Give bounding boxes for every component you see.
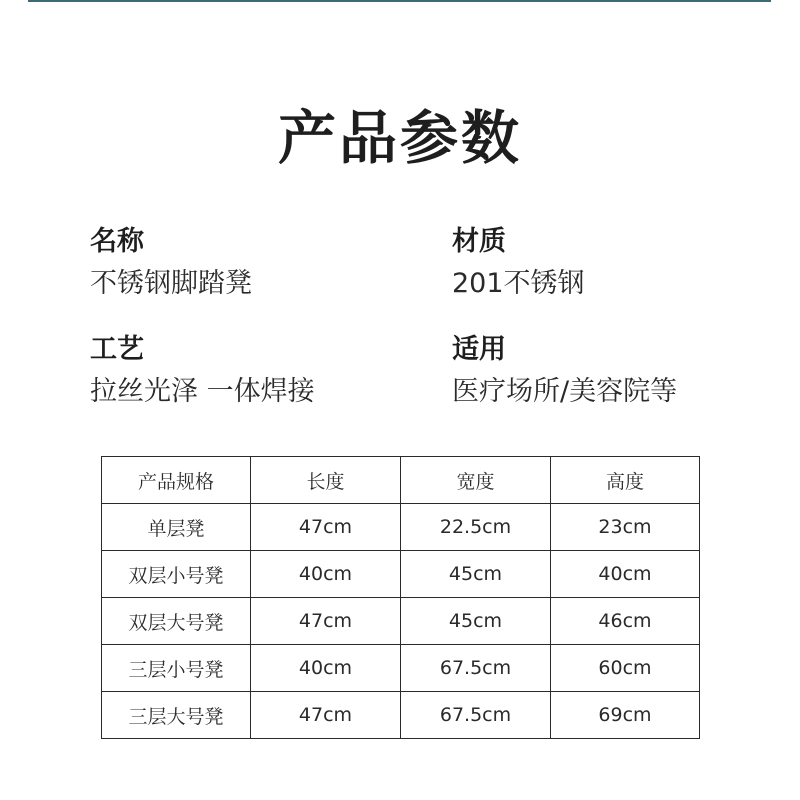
cell-height: 46cm bbox=[551, 598, 700, 645]
table-header-row bbox=[102, 457, 700, 504]
param-usage-label: 适用 bbox=[452, 334, 506, 365]
cell-width: 67.5cm bbox=[401, 645, 551, 692]
header-spec: 产品规格 bbox=[102, 457, 251, 504]
table-row bbox=[102, 645, 700, 692]
param-name bbox=[90, 224, 410, 302]
cell-spec: 双层小号凳 bbox=[102, 551, 251, 598]
param-craft-label: 工艺 bbox=[90, 334, 144, 365]
param-name-label: 名称 bbox=[90, 226, 144, 257]
cell-length: 47cm bbox=[251, 504, 401, 551]
header-width: 宽度 bbox=[401, 457, 551, 504]
param-material bbox=[452, 224, 772, 302]
param-material-label: 材质 bbox=[452, 226, 506, 257]
table-row bbox=[102, 551, 700, 598]
header-height: 高度 bbox=[551, 457, 700, 504]
table-row bbox=[102, 692, 700, 739]
header-length: 长度 bbox=[251, 457, 401, 504]
param-craft-value: 拉丝光泽 一体焊接 bbox=[90, 376, 315, 407]
cell-length: 40cm bbox=[251, 645, 401, 692]
param-usage bbox=[452, 332, 772, 410]
table-row bbox=[102, 598, 700, 645]
cell-spec: 双层大号凳 bbox=[102, 598, 251, 645]
spec-table bbox=[101, 456, 700, 739]
cell-length: 40cm bbox=[251, 551, 401, 598]
cell-width: 45cm bbox=[401, 598, 551, 645]
param-usage-value: 医疗场所/美容院等 bbox=[452, 376, 678, 407]
cell-spec: 单层凳 bbox=[102, 504, 251, 551]
cell-spec: 三层大号凳 bbox=[102, 692, 251, 739]
cell-length: 47cm bbox=[251, 692, 401, 739]
page-title: 产品参数 bbox=[277, 104, 522, 172]
cell-spec: 三层小号凳 bbox=[102, 645, 251, 692]
param-name-value: 不锈钢脚踏凳 bbox=[90, 268, 252, 299]
top-divider bbox=[28, 0, 771, 2]
cell-height: 69cm bbox=[551, 692, 700, 739]
param-craft bbox=[90, 332, 410, 410]
cell-width: 22.5cm bbox=[401, 504, 551, 551]
cell-height: 23cm bbox=[551, 504, 700, 551]
table-row bbox=[102, 504, 700, 551]
cell-width: 45cm bbox=[401, 551, 551, 598]
cell-height: 60cm bbox=[551, 645, 700, 692]
cell-length: 47cm bbox=[251, 598, 401, 645]
cell-width: 67.5cm bbox=[401, 692, 551, 739]
param-material-value: 201不锈钢 bbox=[452, 268, 585, 299]
cell-height: 40cm bbox=[551, 551, 700, 598]
